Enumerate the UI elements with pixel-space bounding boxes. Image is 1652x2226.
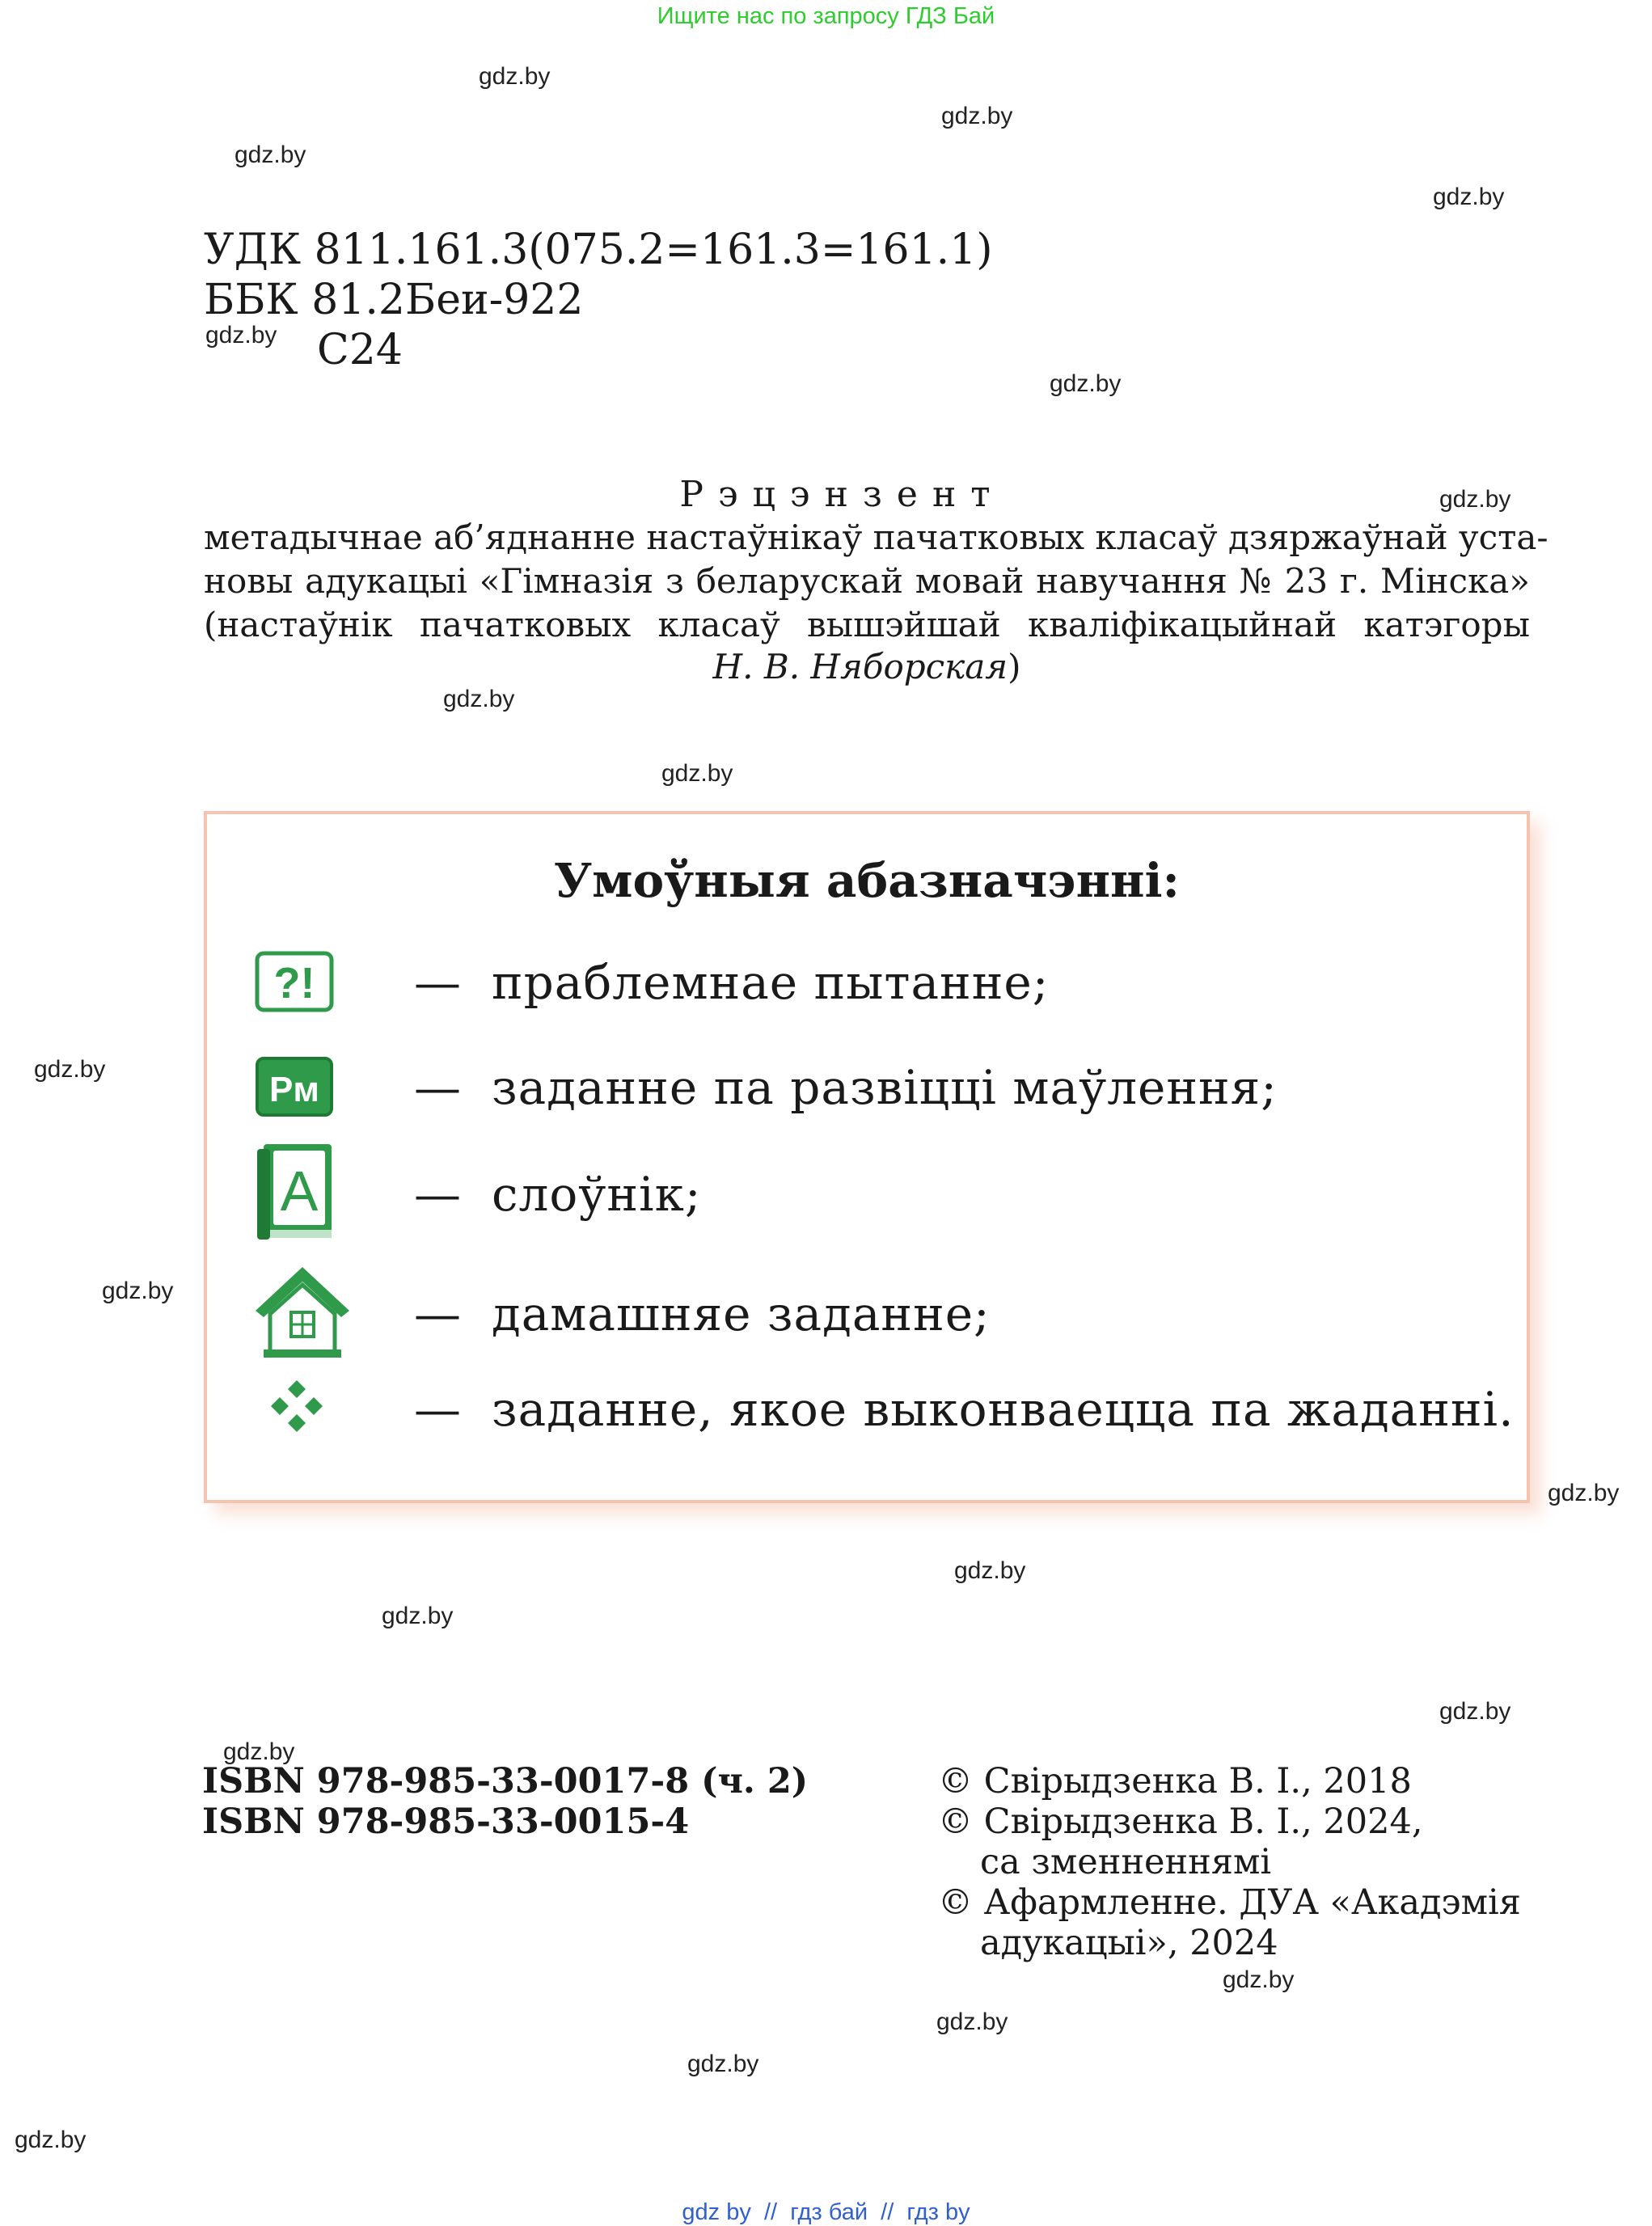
watermark: gdz.by [1439,486,1511,513]
watermark: gdz.by [936,2008,1008,2035]
watermark: gdz.by [687,2051,759,2077]
copyright-line-2: © Свірыдзенка В. І., 2024, [938,1801,1423,1842]
watermark: gdz.by [102,1278,174,1304]
legend-dash: — [414,1382,461,1437]
watermark: gdz.by [479,63,551,90]
legend-label: слоўнік; [492,1167,702,1222]
bbk-code: ББК 81.2Беи-922 [204,276,584,324]
reviewer-heading: Рэцэнзент [679,474,1005,515]
watermark: gdz.by [1439,1698,1511,1725]
reviewer-close-paren: ) [1008,647,1021,686]
legend-box [204,811,1530,1503]
watermark: gdz.by [15,2127,87,2153]
udk-code: УДК 811.161.3(075.2=161.3=161.1) [204,226,993,274]
watermark: gdz.by [954,1557,1026,1584]
watermark: gdz.by [941,103,1013,129]
legend-title: Умоўныя абазначэнні: [554,853,1180,908]
copyright-line-3: са зменненнямі [980,1842,1272,1882]
diamonds-icon [252,1372,341,1461]
watermark: gdz.by [205,322,277,348]
footer-link-gdz-by-cyr[interactable]: гдз by [906,2199,970,2225]
copyright-line-1: © Свірыдзенка В. І., 2018 [938,1761,1412,1801]
legend-dash: — [414,955,461,1010]
problem-question-icon [252,945,341,1034]
reviewer-line-1: метадычнае аб’яднанне настаўнікаў пачатковых класаў дзяржаўнай уста- [204,517,1548,557]
house-icon [252,1264,341,1353]
dictionary-icon-glyph: А [280,1159,319,1223]
watermark: gdz.by [1223,1966,1295,1993]
watermark: gdz.by [661,760,733,787]
speech-development-icon [252,1050,341,1139]
watermark: gdz.by [234,142,306,168]
bottom-links [0,2199,1652,2226]
speech-development-icon-glyph: Рм [269,1070,319,1109]
reviewer-name: Н. В. Няборская [712,647,1008,686]
watermark: gdz.by [1050,370,1122,397]
legend-label: праблемнае пытанне; [492,955,1050,1010]
legend-dash: — [414,1167,461,1222]
legend-label: заданне па развіцці маўлення; [492,1060,1278,1115]
dictionary-icon [252,1139,341,1228]
watermark: gdz.by [1548,1480,1620,1506]
problem-question-icon-glyph: ?! [273,959,315,1007]
copyright-line-4: © Афармленне. ДУА «Акадэмія [938,1882,1521,1923]
watermark: gdz.by [1433,184,1505,210]
footer-separator: // [881,2199,894,2225]
legend-dash: — [414,1286,461,1341]
isbn-set: ISBN 978-985-33-0015-4 [202,1801,690,1842]
reviewer-line-2: новы адукацыі «Гімназія з беларускай мовай навучання № 23 г. Мінска» [204,561,1530,601]
reviewer-line-3: (настаўнік пачатковых класаў вышэйшай кваліфікацыйнай катэгоры [204,605,1530,644]
footer-link-gdz-by[interactable]: gdz by [682,2199,751,2225]
watermark: gdz.by [443,686,515,712]
footer-separator: // [763,2199,778,2225]
legend-dash: — [414,1060,461,1115]
top-search-hint[interactable]: Ищите нас по запросу ГДЗ Бай [657,3,995,29]
author-mark: С24 [317,326,403,374]
watermark: gdz.by [223,1738,295,1765]
footer-link-gdz-bai[interactable]: гдз бай [790,2199,868,2225]
copyright-line-5: адукацыі», 2024 [980,1923,1278,1963]
reviewer-name-line [204,647,1530,686]
legend-label: дамашняе заданне; [492,1286,991,1341]
isbn-part-2: ISBN 978-985-33-0017-8 (ч. 2) [202,1761,809,1801]
watermark: gdz.by [34,1056,106,1083]
legend-label: заданне, якое выконваецца па жаданні. [492,1382,1515,1437]
watermark: gdz.by [382,1603,454,1629]
